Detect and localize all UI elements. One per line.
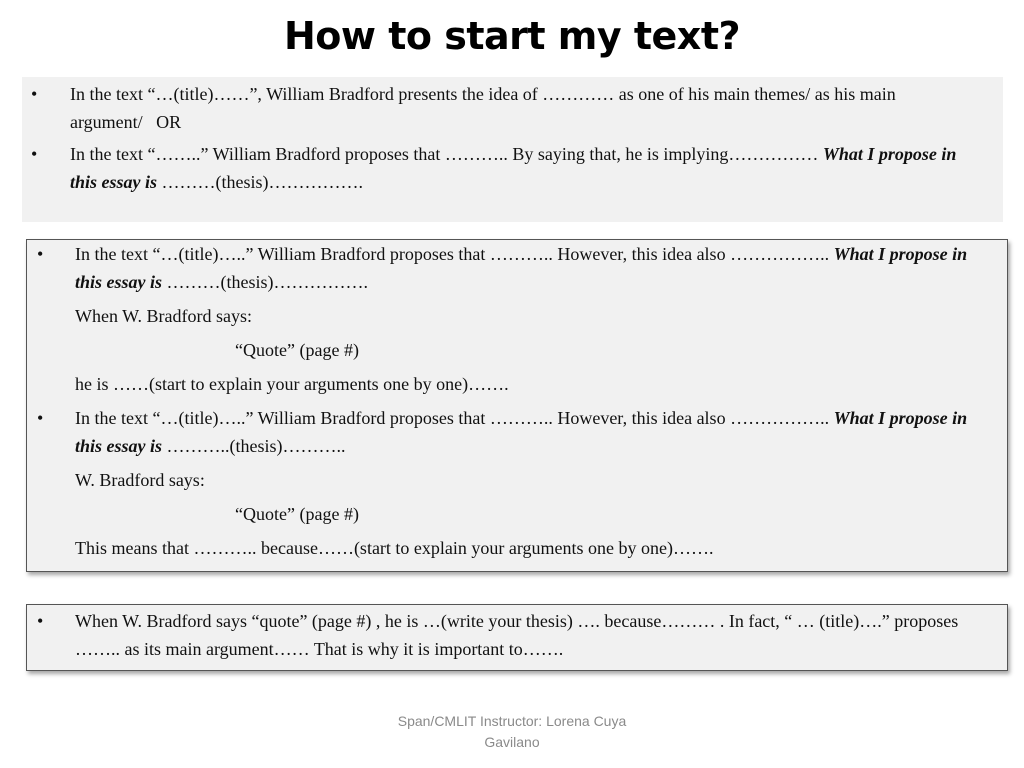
thesis-emphasis: What I propose in this essay is	[75, 408, 968, 456]
list-item	[22, 140, 981, 196]
item-lead: In the text “…(title)…..” William Bradford proposes that ……….. However, this idea also ……………..	[75, 244, 834, 264]
item-text: When W. Bradford says “quote” (page #) , he is …(write your thesis) …. because……… . In fact, “ … (title)….” proposes …….. as its main argument…… That is why it is important to…….	[75, 611, 959, 659]
quote-line: “Quote” (page #)	[235, 340, 359, 360]
item-text: In the text “…(title)……”, William Bradford presents the idea of ………… as one of his main themes/ as his main argument/ OR	[70, 84, 896, 132]
list-item	[22, 80, 981, 136]
item-lead: In the text “……..” William Bradford proposes that ……….. By saying that, he is implying……………	[70, 144, 823, 164]
item-tail: ………..(thesis)………..	[162, 436, 346, 456]
thesis-emphasis: What I propose in this essay is	[70, 144, 957, 192]
list-item	[27, 607, 985, 663]
explain-line: he is ……(start to explain your arguments one by one)…….	[75, 374, 509, 394]
item-lead: In the text “…(title)…..” William Bradford proposes that ……….. However, this idea also ……………..	[75, 408, 834, 428]
template-box-body	[26, 239, 1008, 572]
explain-line: This means that ……….. because……(start to explain your arguments one by one)…….	[75, 538, 714, 558]
slide-title: How to start my text?	[283, 14, 741, 58]
bullet-icon: •	[37, 244, 44, 264]
item-tail: ………(thesis)…………….	[157, 172, 364, 192]
bullet-icon: •	[31, 144, 38, 164]
says-line: W. Bradford says:	[75, 470, 205, 490]
item-text	[75, 404, 985, 460]
item-text	[75, 240, 985, 296]
says-line: When W. Bradford says:	[75, 306, 252, 326]
item-text	[70, 140, 981, 196]
quote-line: “Quote” (page #)	[235, 504, 359, 524]
bullet-icon: •	[37, 611, 44, 631]
item-tail: ………(thesis)…………….	[162, 272, 369, 292]
bullet-icon: •	[37, 408, 44, 428]
template-box-intro	[22, 77, 1003, 222]
bullet-icon: •	[31, 84, 38, 104]
list-item	[27, 240, 985, 296]
thesis-emphasis: What I propose in this essay is	[75, 244, 968, 292]
list-item	[27, 404, 985, 460]
template-box-conclusion	[26, 604, 1008, 671]
footer-credit: Span/CMLIT Instructor: Lorena Cuya Gavilano	[397, 713, 627, 750]
